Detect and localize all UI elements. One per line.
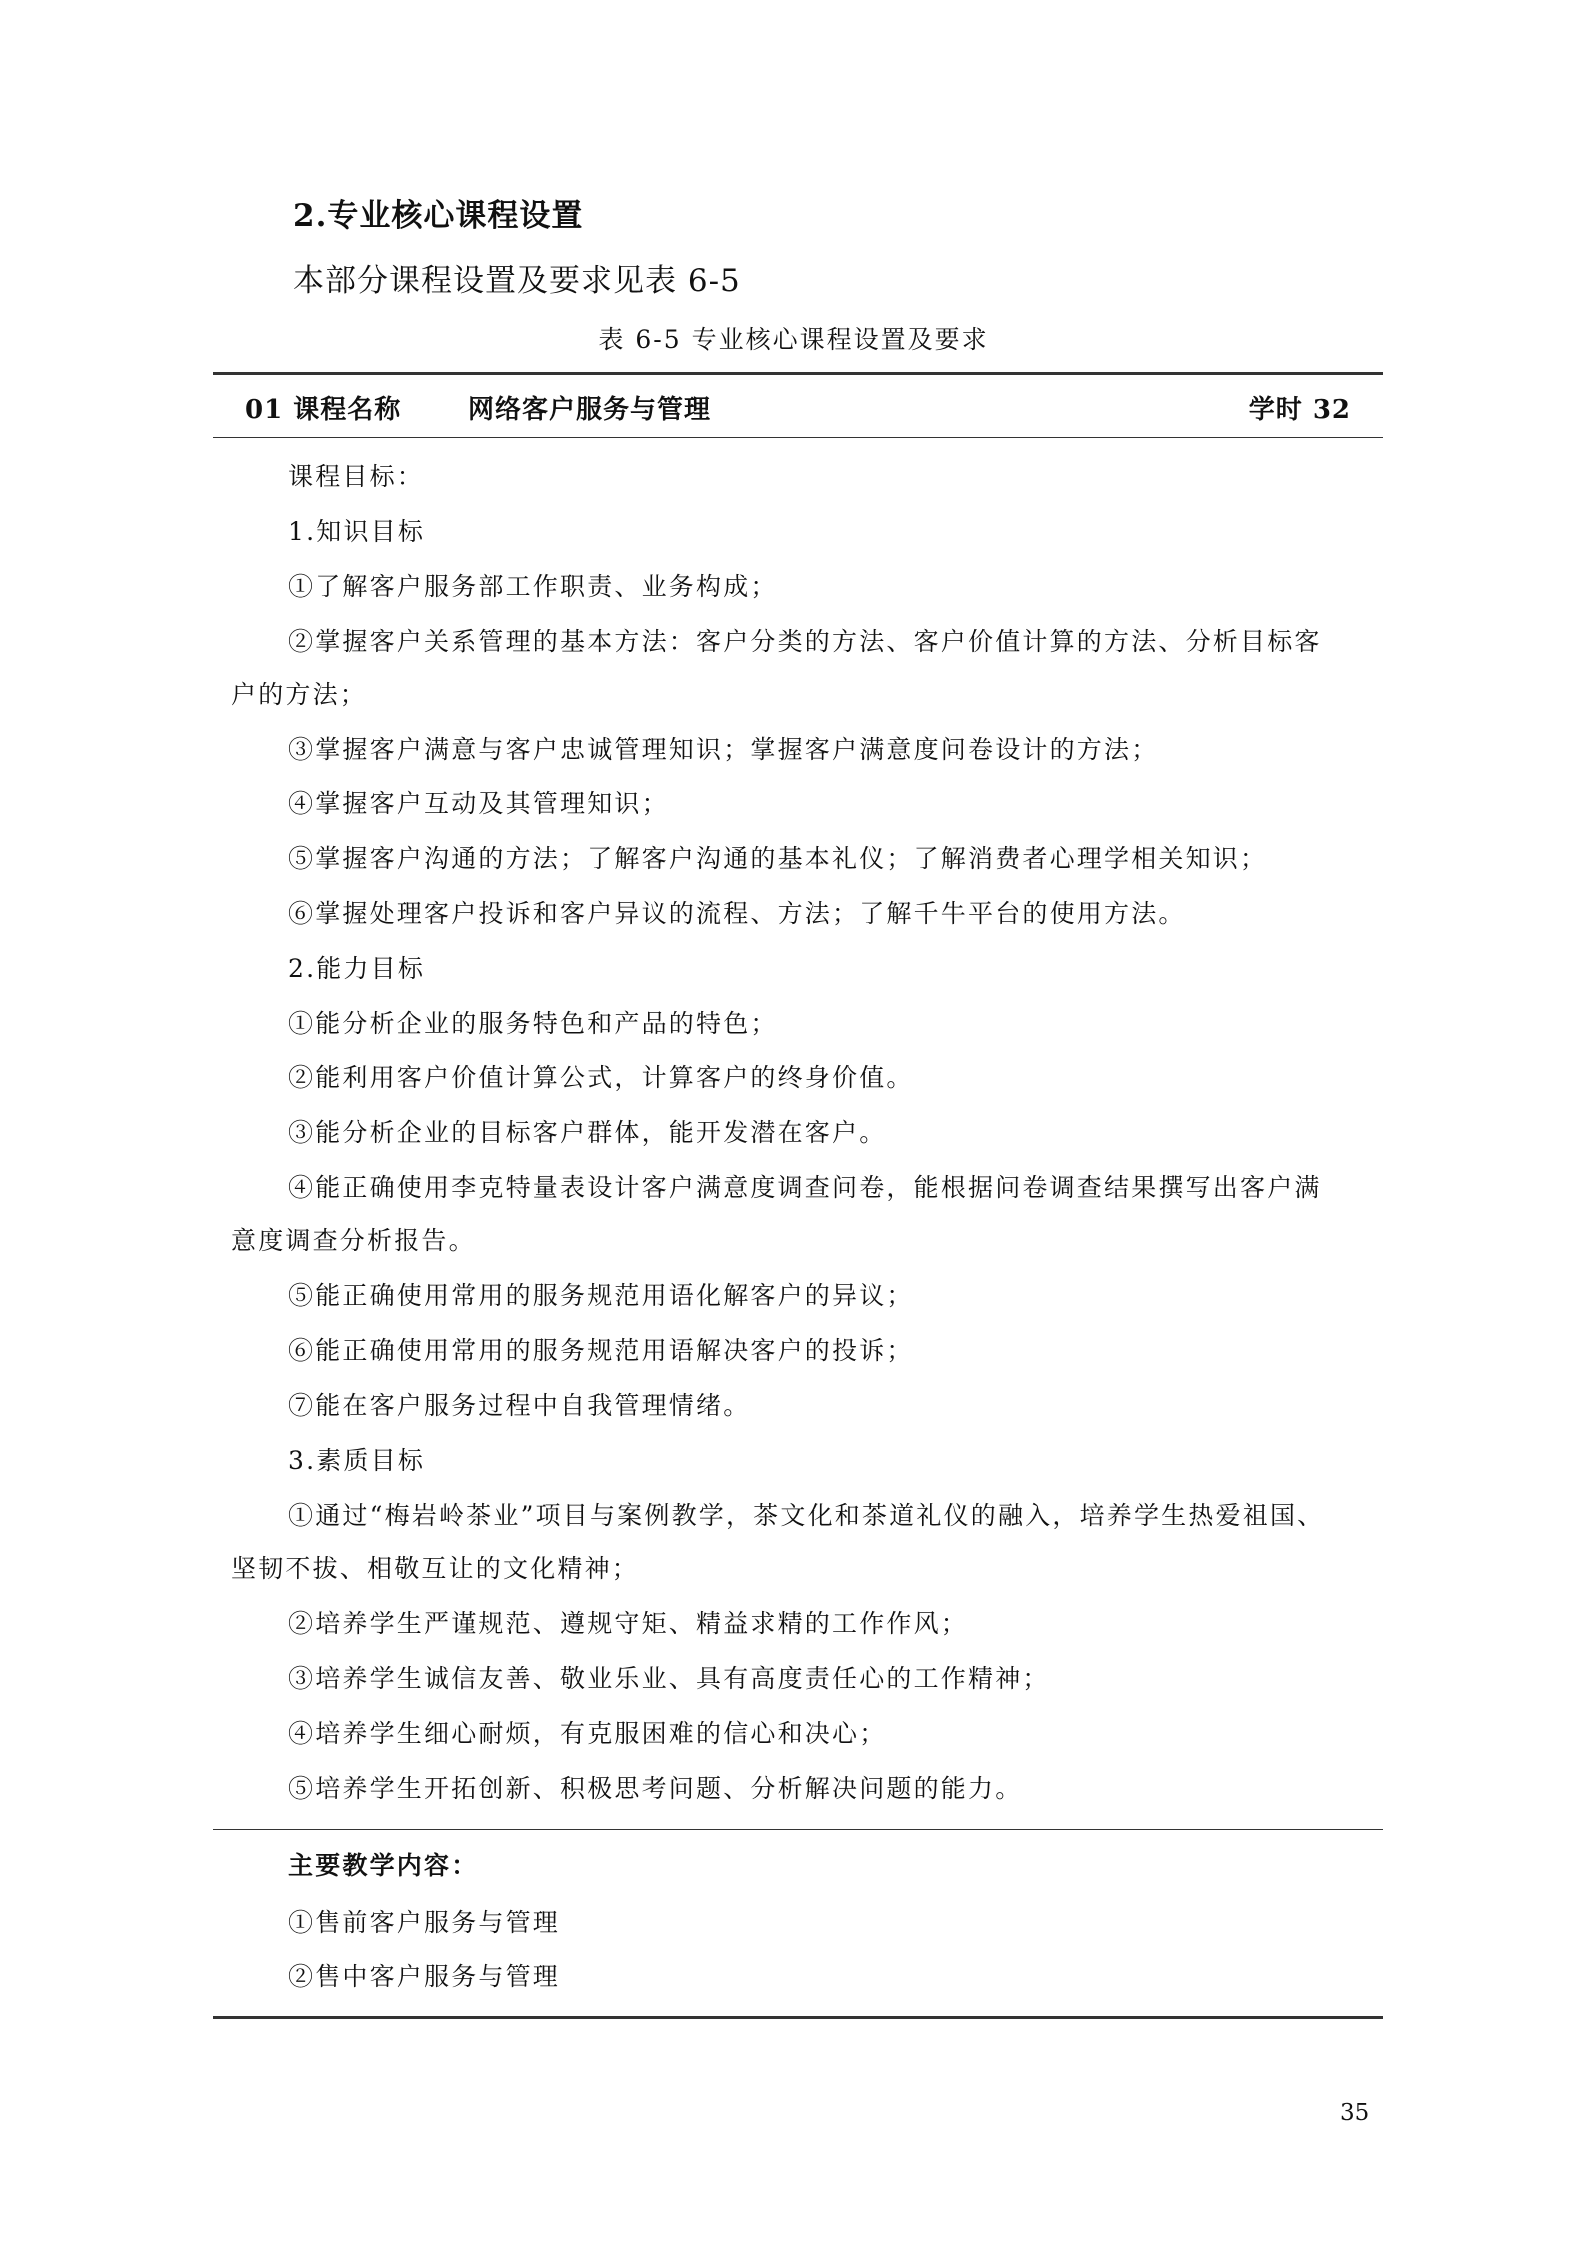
course-table xyxy=(213,372,1383,2019)
ability-item: ⑦能在客户服务过程中自我管理情绪。 xyxy=(288,1391,751,1420)
ability-item: ①能分析企业的服务特色和产品的特色； xyxy=(288,1009,778,1038)
ability-item: ②能利用客户价值计算公式，计算客户的终身价值。 xyxy=(288,1063,914,1092)
quality-item-continuation: 坚韧不拔、相敬互让的文化精神； xyxy=(231,1554,640,1583)
course-hours: 学时 32 xyxy=(1248,395,1351,425)
table-caption: 表 6-5 专业核心课程设置及要求 xyxy=(598,325,989,354)
page-number: 35 xyxy=(1340,2100,1370,2126)
quality-item: ①通过“梅岩岭茶业”项目与案例教学，茶文化和茶道礼仪的融入，培养学生热爱祖国、 xyxy=(288,1501,1325,1530)
ability-item: ⑤能正确使用常用的服务规范用语化解客户的异议； xyxy=(288,1281,914,1310)
content-cell xyxy=(213,1830,1383,2016)
knowledge-item: ①了解客户服务部工作职责、业务构成； xyxy=(288,572,778,601)
section-heading: 2.专业核心课程设置 xyxy=(293,198,584,234)
ability-item: ⑥能正确使用常用的服务规范用语解决客户的投诉； xyxy=(288,1336,914,1365)
course-name: 网络客户服务与管理 xyxy=(468,395,712,425)
course-header-row xyxy=(213,375,1383,437)
objectives-cell xyxy=(213,438,1383,1829)
content-item: ②售中客户服务与管理 xyxy=(288,1962,561,1991)
ability-item-continuation: 意度调查分析报告。 xyxy=(231,1226,476,1255)
content-title: 主要教学内容： xyxy=(288,1851,479,1880)
ability-item: ④能正确使用李克特量表设计客户满意度调查问卷，能根据问卷调查结果撰写出客户满 xyxy=(288,1173,1322,1202)
knowledge-item-continuation: 户的方法； xyxy=(231,680,368,709)
quality-item: ④培养学生细心耐烦，有克服困难的信心和决心； xyxy=(288,1719,887,1748)
knowledge-item: ②掌握客户关系管理的基本方法：客户分类的方法、客户价值计算的方法、分析目标客 xyxy=(288,627,1322,656)
course-code-label: 01 课程名称 xyxy=(245,395,402,425)
knowledge-item: ④掌握客户互动及其管理知识； xyxy=(288,789,669,818)
table-bottom-rule xyxy=(213,2016,1383,2019)
quality-item: ③培养学生诚信友善、敬业乐业、具有高度责任心的工作精神； xyxy=(288,1664,1050,1693)
ability-item: ③能分析企业的目标客户群体，能开发潜在客户。 xyxy=(288,1118,887,1147)
content-item: ①售前客户服务与管理 xyxy=(288,1908,561,1937)
knowledge-item: ③掌握客户满意与客户忠诚管理知识；掌握客户满意度问卷设计的方法； xyxy=(288,735,1159,764)
quality-item: ②培养学生严谨规范、遵规守矩、精益求精的工作作风； xyxy=(288,1609,969,1638)
objectives-title: 课程目标： xyxy=(288,462,425,491)
ability-heading: 2.能力目标 xyxy=(288,954,426,983)
quality-heading: 3.素质目标 xyxy=(288,1446,426,1475)
knowledge-item: ⑥掌握处理客户投诉和客户异议的流程、方法；了解千牛平台的使用方法。 xyxy=(288,899,1186,928)
intro-paragraph: 本部分课程设置及要求见表 6-5 xyxy=(293,263,741,299)
knowledge-item: ⑤掌握客户沟通的方法；了解客户沟通的基本礼仪；了解消费者心理学相关知识； xyxy=(288,844,1268,873)
knowledge-heading: 1.知识目标 xyxy=(288,517,426,546)
quality-item: ⑤培养学生开拓创新、积极思考问题、分析解决问题的能力。 xyxy=(288,1774,1023,1803)
